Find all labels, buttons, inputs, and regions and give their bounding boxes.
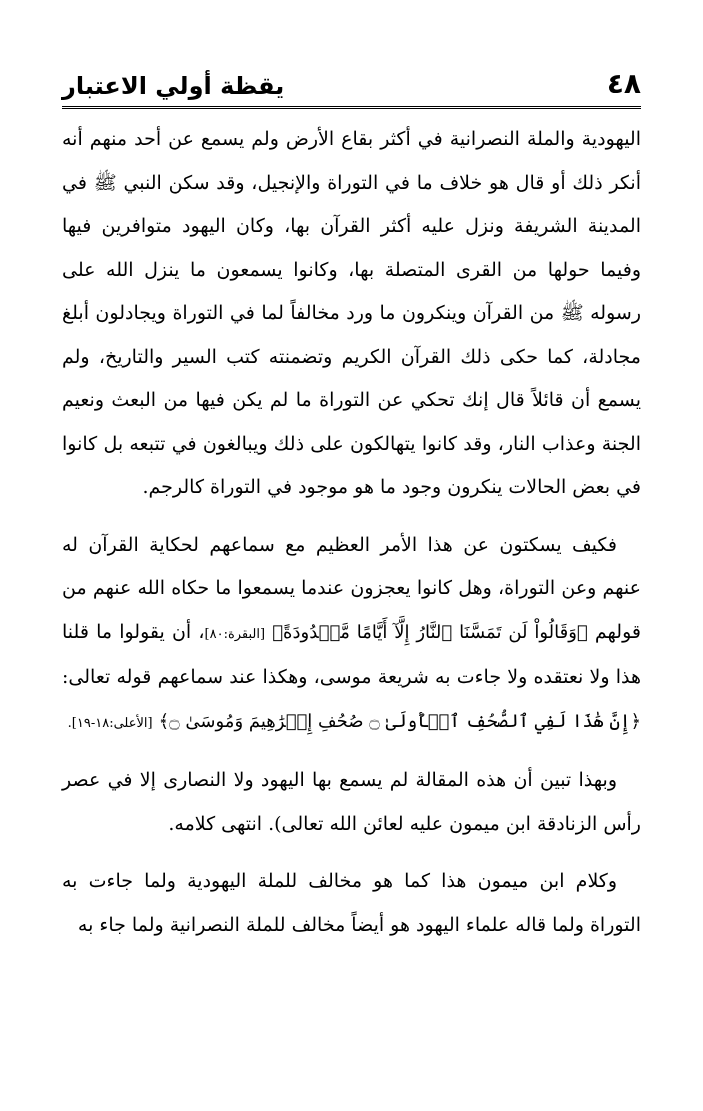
page-header <box>62 48 641 109</box>
page-body <box>62 118 641 947</box>
paragraph-2-text-a: فكيف يسكتون عن هذا الأمر العظيم مع سماعهم لحكاية القرآن له عنهم وعن التوراة، وهل كانوا يعجزون عندما يسمعوا ما حكاه الله عنهم من قولهم <box>62 533 641 643</box>
quran-quote-1: ﴿وَقَالُواْ لَن تَمَسَّنَا ٱلنَّارُ إِلَّآ أَيَّامًا مَّعۡدُودَةً﴾ <box>272 621 588 643</box>
quran-reference-1: [البقرة:٨٠] <box>204 626 266 642</box>
running-title: يقظة أولي الاعتبار <box>62 72 285 100</box>
paragraph-3: وبهذا تبين أن هذه المقالة لم يسمع بها اليهود ولا النصارى إلا في عصر رأس الزنادقة ابن ميمون عليه لعائن الله تعالى). انتهى كلامه. <box>62 769 641 835</box>
paragraph-2-text-b: ، أن يقولوا ما قلنا هذا ولا نعتقده ولا جاءت به شريعة موسى، وهكذا عند سماعهم قوله تعالى: <box>62 620 641 688</box>
quran-quote-2: ﴿إِنَّ هَٰذَا لَفِي ٱلصُّحُفِ ٱلۡأُولَىٰ ۝ صُحُفِ إِبۡرَٰهِيمَ وَمُوسَىٰ ۝﴾ <box>158 710 641 732</box>
paragraph-1: اليهودية والملة النصرانية في أكثر بقاع الأرض ولم يسمع عن أحد منهم أنه أنكر ذلك أو قال هو خلاف ما في التوراة والإنجيل، وقد سكن النبي ﷺ في المدينة الشريفة ونزل عليه أكثر القرآن بها، وكان اليهود متوافرين فيها وفيما حولها من القرى المتصلة بها، وكانوا يسمعون ما ينزل الله على رسوله ﷺ من القرآن وينكرون ما ورد مخالفاً لما في التوراة ويجادلون أبلغ مجادلة، كما حكى ذلك القرآن الكريم وتضمنته كتب السير والتاريخ، ولم يسمع أن قائلاً قال إنك تحكي عن التوراة ما لم يكن فيها من البعث ونعيم الجنة وعذاب النار، وقد كانوا يتهالكون على ذلك ويبالغون في تتبعه بل كانوا في بعض الحالات ينكرون وجود ما هو موجود في التوراة كالرجم. <box>62 128 641 498</box>
paragraph-gap <box>62 510 641 524</box>
page-number: ٤٨ <box>606 67 641 100</box>
paragraph-gap <box>62 846 641 860</box>
paragraph-2 <box>62 524 641 746</box>
paragraph-gap <box>62 745 641 759</box>
paragraph-4: وكلام ابن ميمون هذا كما هو مخالف للملة اليهودية ولما جاءت به التوراة ولما قاله علماء اليهود هو أيضاً مخالف للملة النصرانية ولما جاء به <box>62 870 641 936</box>
quran-reference-2: [الأعلى:١٨-١٩]. <box>67 715 153 731</box>
